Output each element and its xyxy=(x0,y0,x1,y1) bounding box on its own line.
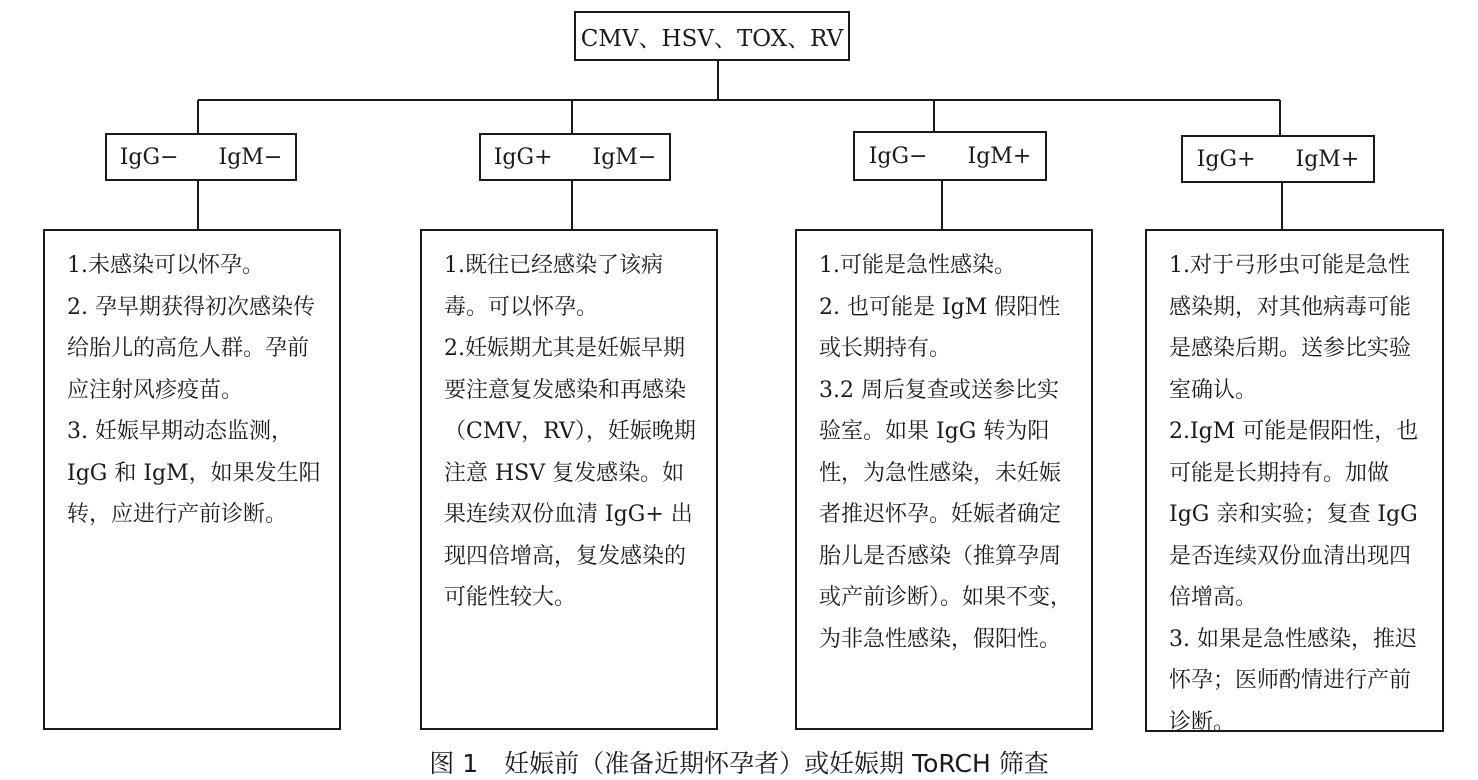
guidance-box-1 xyxy=(43,229,341,730)
guidance-note: 2.IgM 可能是假阳性，也可能是长期持有。加做 IgG 亲和实验；复查 IgG 是否连续双份血清出现四倍增高。 xyxy=(1169,419,1419,610)
guidance-note: 1.未感染可以怀孕。 xyxy=(67,253,264,278)
guidance-note: 1.既往已经感染了该病毒。可以怀孕。 xyxy=(444,253,663,320)
figure-number: 图 1 xyxy=(429,749,479,778)
guidance-note: 3. 妊娠早期动态监测，IgG 和 IgM，如果发生阳转，应进行产前诊断。 xyxy=(67,419,321,527)
igg-status: IgG− xyxy=(119,144,179,170)
figure-caption xyxy=(0,744,1478,780)
igm-status: IgM− xyxy=(592,144,657,170)
figure-title: 妊娠前（准备近期怀孕者）或妊娠期 ToRCH 筛查 xyxy=(504,749,1049,778)
antibody-box-4 xyxy=(1181,135,1375,183)
guidance-box-2 xyxy=(420,229,718,730)
antibody-box-1 xyxy=(105,133,297,181)
antibody-box-3 xyxy=(853,131,1047,181)
igg-status: IgG+ xyxy=(1196,146,1256,172)
guidance-note: 3. 如果是急性感染，推迟怀孕；医师酌情进行产前诊断。 xyxy=(1169,626,1417,735)
igg-status: IgG+ xyxy=(493,144,553,170)
guidance-box-3 xyxy=(795,229,1093,730)
igm-status: IgM+ xyxy=(967,143,1032,169)
root-label: CMV、HSV、TOX、RV xyxy=(580,25,844,52)
guidance-note: 3.2 周后复查或送参比实验室。如果 IgG 转为阳性，为急性感染，未妊娠者推迟怀孕。妊娠者确定胎儿是否感染（推算孕周或产前诊断）。如果不变，为非急性感染，假阳性。 xyxy=(819,377,1073,652)
guidance-note: 1.可能是急性感染。 xyxy=(819,253,1016,278)
igg-status: IgG− xyxy=(868,143,928,169)
antibody-box-2 xyxy=(479,133,671,181)
igm-status: IgM− xyxy=(218,144,283,170)
guidance-note: 2. 孕早期获得初次感染传给胎儿的高危人群。孕前应注射风疹疫苗。 xyxy=(67,294,315,403)
igm-status: IgM+ xyxy=(1295,146,1360,172)
root-pathogens-box xyxy=(574,11,850,61)
guidance-note: 2. 也可能是 IgM 假阳性或长期持有。 xyxy=(819,294,1061,361)
guidance-note: 1.对于弓形虫可能是急性感染期，对其他病毒可能是感染后期。送参比实验室确认。 xyxy=(1169,253,1412,403)
guidance-note: 2.妊娠期尤其是妊娠早期要注意复发感染和再感染（CMV，RV），妊娠晚期注意 HSV 复发感染。如果连续双份血清 IgG+ 出现四倍增高，复发感染的可能性较大。 xyxy=(444,336,696,610)
guidance-box-4 xyxy=(1145,229,1444,735)
